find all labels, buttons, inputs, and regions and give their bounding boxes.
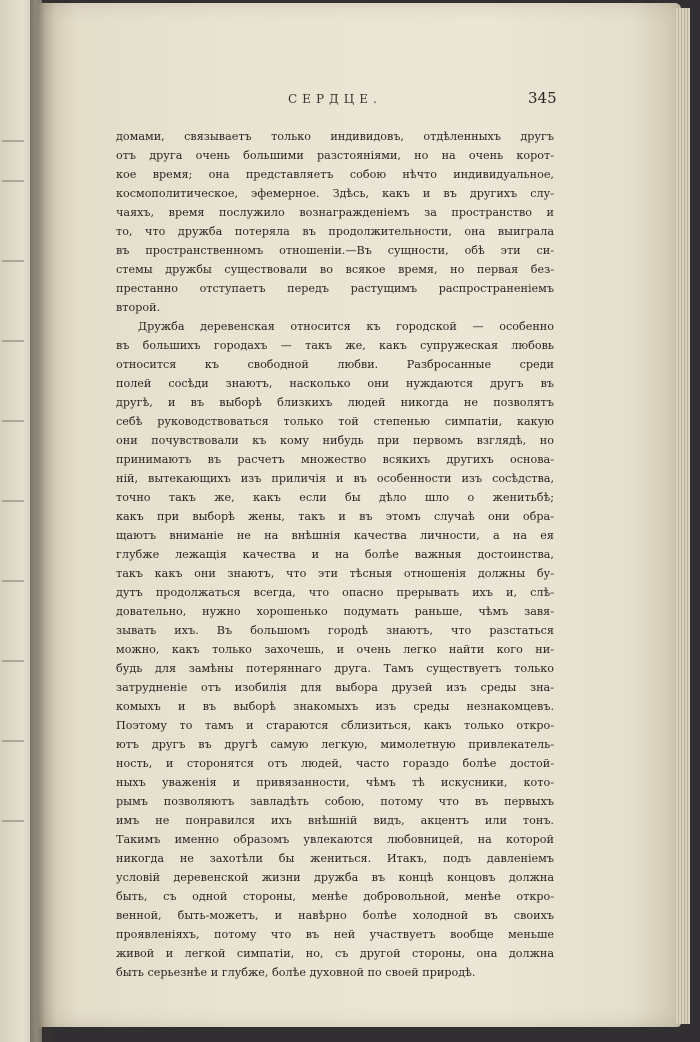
text-line: стемы дружбы существовали во всякое время, но первая без- [116, 263, 554, 276]
body-text [116, 127, 554, 982]
running-head: СЕРДЦЕ. [288, 92, 382, 106]
facing-page-line [2, 660, 24, 662]
facing-page-line [2, 140, 24, 142]
text-line: кое время; она представляетъ собою нѣчто индивидуальное, [116, 168, 554, 181]
text-line: Поэтому то тамъ и стараются сблизиться, какъ только откро- [116, 719, 554, 732]
text-line: ныхъ уваженія и привязанности, чѣмъ тѣ искусники, кото- [116, 776, 554, 789]
text-line: быть, съ одной стороны, менѣе добровольной, менѣе откро- [116, 890, 554, 903]
text-line: домами, связываетъ только индивидовъ, отдѣленныхъ другъ [116, 130, 554, 143]
book-page [38, 3, 681, 1027]
text-line: точно такъ же, какъ если бы дѣло шло о женитьбѣ; [116, 491, 554, 504]
text-line: щаютъ вниманіе не на внѣшнія качества личности, а на ея [116, 529, 554, 542]
facing-page-line [2, 260, 24, 262]
text-line: ность, и сторонятся отъ людей, часто гораздо болѣе достой- [116, 757, 554, 770]
page-stack-edge [676, 8, 690, 1024]
text-line: Дружба деревенская относится къ городской — особенно [138, 320, 554, 333]
text-line: ютъ другъ въ другѣ самую легкую, мимолетную привлекатель- [116, 738, 554, 751]
paragraph-2 [116, 317, 554, 982]
text-line: космополитическое, эфемерное. Здѣсь, какъ и въ другихъ слу- [116, 187, 554, 200]
text-line: они почувствовали къ кому нибудь при первомъ взглядѣ, но [116, 434, 554, 447]
text-line: глубже лежащія качества и на болѣе важныя достоинства, [116, 548, 554, 561]
text-line: имъ не понравился ихъ внѣшній видъ, акцентъ или тонъ. [116, 814, 554, 827]
text-line: быть серьезнѣе и глубже, болѣе духовной по своей природѣ. [116, 966, 476, 979]
text-line: полей сосѣди знаютъ, насколько они нуждаются другъ въ [116, 377, 554, 390]
text-line: отъ друга очень большими разстояніями, но на очень корот- [116, 149, 554, 162]
facing-page-line [2, 420, 24, 422]
text-line: другѣ, и въ выборѣ близкихъ людей никогда не позволятъ [116, 396, 554, 409]
text-line: второй. [116, 301, 161, 314]
text-line: такъ какъ они знаютъ, что эти тѣсныя отношенія должны бу- [116, 567, 554, 580]
binding-shadow [30, 0, 56, 1042]
text-line: въ большихъ городахъ — такъ же, какъ супружеская любовь [116, 339, 554, 352]
text-line: Такимъ именно образомъ увлекаются любовницей, на которой [116, 833, 554, 846]
text-line: относится къ свободной любви. Разбросанные среди [116, 358, 554, 371]
text-line: проявленіяхъ, потому что въ ней участвуетъ вообще меньше [116, 928, 554, 941]
text-line: себѣ руководствоваться только той степенью симпатіи, какую [116, 415, 554, 428]
page-number: 345 [528, 89, 557, 107]
text-line: венной, быть-можетъ, и навѣрно болѣе холодной въ своихъ [116, 909, 554, 922]
text-line: то, что дружба потеряла въ продолжительности, она выиграла [116, 225, 554, 238]
facing-page-line [2, 740, 24, 742]
text-line: какъ при выборѣ жены, такъ и въ этомъ случаѣ они обра- [116, 510, 554, 523]
facing-page-line [2, 180, 24, 182]
text-line: принимаютъ въ расчетъ множество всякихъ другихъ основа- [116, 453, 554, 466]
facing-page-line [2, 340, 24, 342]
text-line: никогда не захотѣли бы жениться. Итакъ, подъ давленіемъ [116, 852, 554, 865]
text-line: рымъ позволяютъ завладѣть собою, потому что въ первыхъ [116, 795, 554, 808]
facing-page-line [2, 500, 24, 502]
paragraph-1 [116, 127, 554, 317]
text-line: живой и легкой симпатіи, но, съ другой стороны, она должна [116, 947, 554, 960]
facing-page-line [2, 820, 24, 822]
text-line: зывать ихъ. Въ большомъ городѣ знаютъ, что разстаться [116, 624, 554, 637]
text-line: будь для замѣны потеряннаго друга. Тамъ существуетъ только [116, 662, 554, 675]
text-line: затрудненіе отъ изобилія для выбора друзей изъ среды зна- [116, 681, 554, 694]
facing-page-line [2, 580, 24, 582]
text-line: дутъ продолжаться всегда, что опасно прерывать ихъ и, слѣ- [116, 586, 554, 599]
text-line: въ пространственномъ отношеніи.—Въ сущности, обѣ эти си- [116, 244, 554, 257]
text-line: можно, какъ только захочешь, и очень легко найти кого ни- [116, 643, 554, 656]
text-line: ній, вытекающихъ изъ приличія и въ особенности изъ сосѣдства, [116, 472, 554, 485]
text-line: довательно, нужно хорошенько подумать раньше, чѣмъ завя- [116, 605, 554, 618]
text-line: условій деревенской жизни дружба въ концѣ концовъ должна [116, 871, 554, 884]
text-line: престанно отступаетъ передъ растущимъ распространеніемъ [116, 282, 554, 295]
text-line: чаяхъ, время послужило вознагражденіемъ за пространство и [116, 206, 554, 219]
text-line: комыхъ и въ выборѣ знакомыхъ изъ среды незнакомцевъ. [116, 700, 554, 713]
